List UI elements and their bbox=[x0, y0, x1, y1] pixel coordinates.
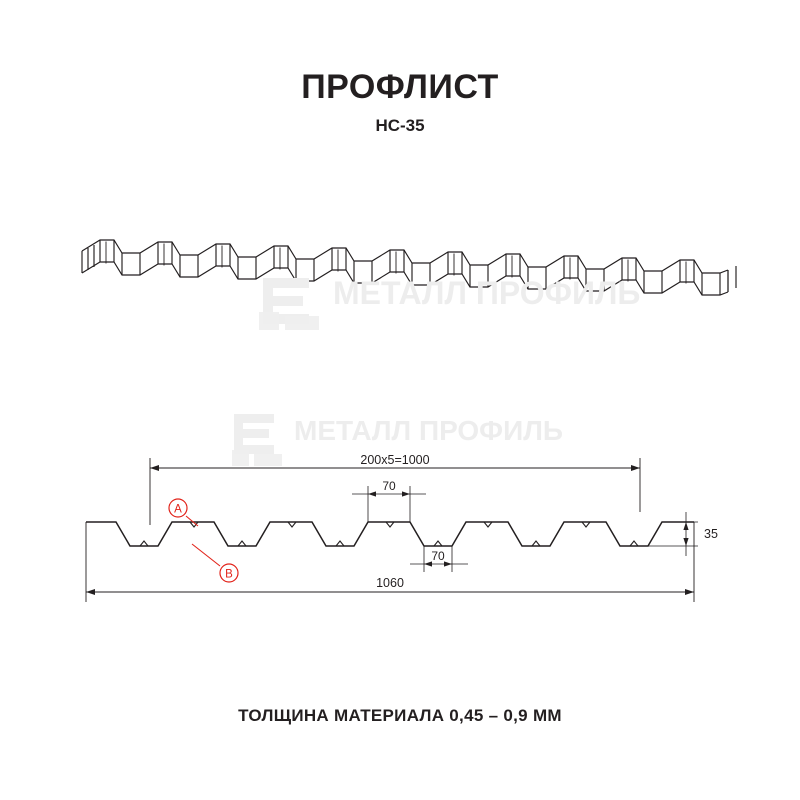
page-title: ПРОФЛИСТ bbox=[301, 68, 499, 106]
profile-section-path bbox=[86, 522, 694, 546]
callout-b bbox=[192, 544, 238, 582]
dimension-overall-bottom bbox=[86, 522, 694, 602]
dimension-label-overall-bottom: 1060 bbox=[376, 576, 404, 590]
isometric-profile-view bbox=[60, 195, 750, 345]
callout-b-label: B bbox=[225, 568, 233, 581]
dimension-label-height: 35 bbox=[704, 527, 718, 541]
dimension-label-rib-bottom: 70 bbox=[431, 549, 445, 563]
callout-a-label: A bbox=[174, 503, 182, 516]
profile-model-label: НС-35 bbox=[375, 116, 425, 135]
material-thickness-note: ТОЛЩИНА МАТЕРИАЛА 0,45 – 0,9 ММ bbox=[238, 706, 562, 725]
watermark-text: МЕТАЛЛ ПРОФИЛЬ bbox=[333, 275, 641, 311]
watermark-text-2: МЕТАЛЛ ПРОФИЛЬ bbox=[294, 415, 563, 446]
dimension-label-rib-top: 70 bbox=[382, 479, 396, 493]
stiffener-marks bbox=[140, 522, 638, 546]
cross-section-drawing bbox=[80, 420, 730, 620]
dimension-label-overall-top: 200x5=1000 bbox=[360, 453, 430, 467]
